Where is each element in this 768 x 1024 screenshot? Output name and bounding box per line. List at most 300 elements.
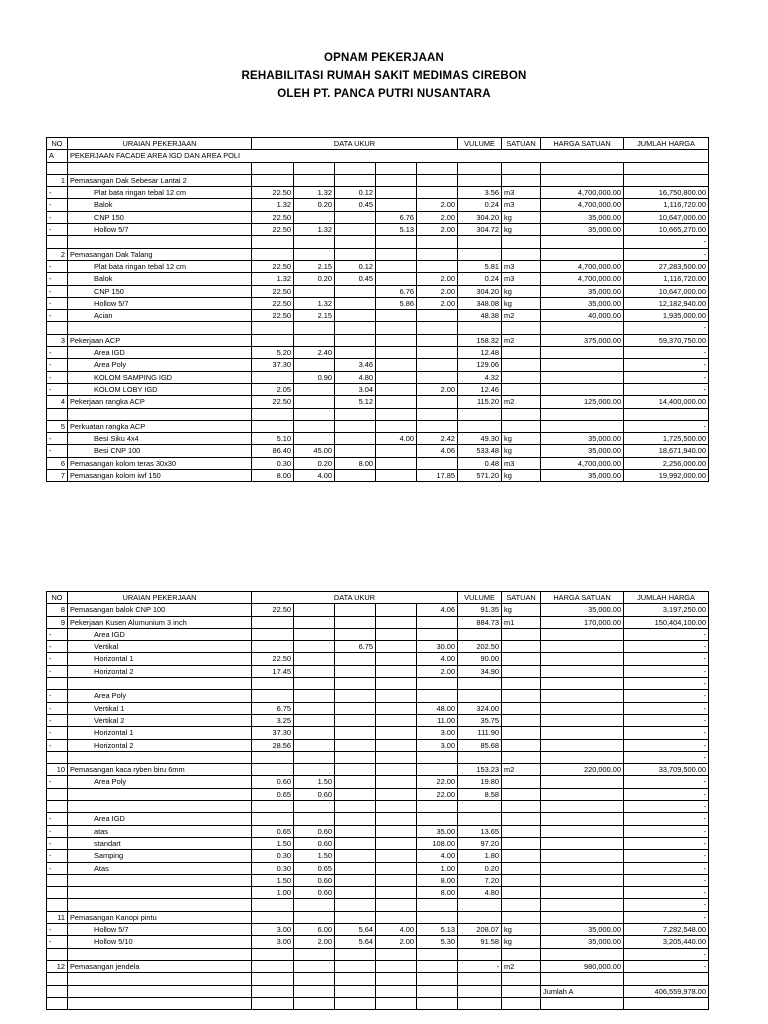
cell-ukur-4 [376, 604, 417, 616]
cell-ukur-2 [294, 420, 335, 432]
cell-ukur-2: 2.15 [294, 310, 335, 322]
cell-ukur-4 [376, 248, 417, 260]
cell-jumlah-harga: - [624, 383, 709, 395]
cell-no: - [47, 383, 68, 395]
cell-ukur-2 [294, 960, 335, 972]
cell-volume: 97.20 [458, 837, 502, 849]
cell-jumlah-harga: 10,647,000.00 [624, 285, 709, 297]
header-uraian: URAIAN PEKERJAAN [68, 592, 252, 604]
cell-jumlah-harga: - [624, 690, 709, 702]
cell-jumlah-harga: 2,256,000.00 [624, 457, 709, 469]
cell-ukur-2: 2.40 [294, 347, 335, 359]
header-no: NO [47, 138, 68, 150]
cell-volume: 0.24 [458, 199, 502, 211]
cell-no: - [47, 224, 68, 236]
cell-ukur-5 [417, 751, 458, 763]
cell-satuan: kg [502, 470, 541, 482]
cell-harga-satuan: 35,000.00 [541, 445, 624, 457]
cell-volume: 571.20 [458, 470, 502, 482]
cell-satuan [502, 641, 541, 653]
cell-volume [458, 322, 502, 334]
cell-ukur-3 [335, 776, 376, 788]
cell-uraian [68, 751, 252, 763]
cell-satuan [502, 801, 541, 813]
cell-ukur-4 [376, 408, 417, 420]
cell-volume: 1.80 [458, 850, 502, 862]
cell-no: - [47, 837, 68, 849]
cell-uraian [68, 899, 252, 911]
cell-jumlah-harga: - [624, 641, 709, 653]
cell-no: - [47, 665, 68, 677]
cell-volume: 129.06 [458, 359, 502, 371]
cell-harga-satuan: 35,000.00 [541, 924, 624, 936]
cell-ukur-5 [417, 764, 458, 776]
table-row [47, 150, 709, 162]
cell-ukur-2 [294, 285, 335, 297]
cell-uraian: Hollow 5/10 [68, 936, 252, 948]
cell-ukur-5 [417, 616, 458, 628]
cell-ukur-1 [252, 813, 294, 825]
cell-ukur-3 [335, 837, 376, 849]
cell-jumlah-harga: 10,647,000.00 [624, 211, 709, 223]
cell-harga-satuan [541, 899, 624, 911]
table-row [47, 653, 709, 665]
cell-satuan: m3 [502, 273, 541, 285]
cell-ukur-2 [294, 248, 335, 260]
cell-ukur-5: 35.00 [417, 825, 458, 837]
cell-jumlah-harga: 12,182,940.00 [624, 297, 709, 309]
cell-ukur-5 [417, 628, 458, 640]
cell-ukur-4 [376, 850, 417, 862]
cell-ukur-3 [335, 628, 376, 640]
cell-jumlah-harga: 1,725,500.00 [624, 433, 709, 445]
cell-no [47, 887, 68, 899]
cell-jumlah-harga [624, 997, 709, 1009]
cell-no: 8 [47, 604, 68, 616]
cell-satuan: m3 [502, 199, 541, 211]
cell-uraian [68, 236, 252, 248]
cell-ukur-5 [417, 457, 458, 469]
cell-ukur-1: 1.00 [252, 887, 294, 899]
cell-ukur-5: 2.00 [417, 224, 458, 236]
cell-ukur-3: 0.12 [335, 187, 376, 199]
cell-ukur-1 [252, 948, 294, 960]
cell-jumlah-harga: - [624, 420, 709, 432]
cell-ukur-2 [294, 396, 335, 408]
table-row [47, 801, 709, 813]
cell-volume: 884.73 [458, 616, 502, 628]
cell-ukur-2 [294, 383, 335, 395]
cell-jumlah-harga: - [624, 887, 709, 899]
cell-ukur-5 [417, 985, 458, 997]
cell-ukur-1: 0.30 [252, 850, 294, 862]
cell-ukur-2 [294, 334, 335, 346]
cell-no [47, 322, 68, 334]
cell-uraian [68, 985, 252, 997]
cell-ukur-4 [376, 396, 417, 408]
cell-jumlah-harga: 27,283,500.00 [624, 260, 709, 272]
cell-volume: 0.24 [458, 273, 502, 285]
cell-satuan: kg [502, 604, 541, 616]
cell-ukur-4 [376, 383, 417, 395]
cell-ukur-2: 0.60 [294, 837, 335, 849]
table-row [47, 764, 709, 776]
cell-jumlah-harga: - [624, 714, 709, 726]
cell-uraian: Besi Siku 4x4 [68, 433, 252, 445]
cell-ukur-4: 5.86 [376, 297, 417, 309]
cell-satuan [502, 911, 541, 923]
cell-ukur-1: 28.56 [252, 739, 294, 751]
cell-volume [458, 678, 502, 690]
cell-no: - [47, 260, 68, 272]
cell-satuan [502, 739, 541, 751]
cell-ukur-5 [417, 236, 458, 248]
cell-uraian: Area Poly [68, 776, 252, 788]
cell-volume [458, 899, 502, 911]
cell-ukur-5 [417, 359, 458, 371]
cell-ukur-2 [294, 641, 335, 653]
cell-satuan [502, 751, 541, 763]
cell-harga-satuan: 35,000.00 [541, 285, 624, 297]
cell-ukur-2: 1.32 [294, 224, 335, 236]
cell-ukur-2 [294, 322, 335, 334]
cell-satuan [502, 874, 541, 886]
cell-no: 9 [47, 616, 68, 628]
cell-ukur-3 [335, 174, 376, 186]
cell-ukur-4 [376, 714, 417, 726]
cell-ukur-4 [376, 310, 417, 322]
table-row [47, 850, 709, 862]
table-row [47, 359, 709, 371]
cell-satuan [502, 948, 541, 960]
cell-ukur-3 [335, 604, 376, 616]
cell-uraian: KOLOM SAMPING IGD [68, 371, 252, 383]
cell-volume [458, 408, 502, 420]
cell-ukur-2 [294, 678, 335, 690]
cell-ukur-5: 22.00 [417, 776, 458, 788]
table-row [47, 665, 709, 677]
cell-jumlah-harga: - [624, 911, 709, 923]
cell-uraian: Hollow 5/7 [68, 297, 252, 309]
cell-harga-satuan: 35,000.00 [541, 470, 624, 482]
cell-uraian [68, 887, 252, 899]
cell-satuan: kg [502, 224, 541, 236]
cell-volume [458, 948, 502, 960]
cell-ukur-1 [252, 641, 294, 653]
cell-harga-satuan [541, 665, 624, 677]
cell-volume: 85.68 [458, 739, 502, 751]
cell-ukur-2 [294, 433, 335, 445]
cell-no: - [47, 727, 68, 739]
cell-ukur-1: 1.32 [252, 199, 294, 211]
cell-uraian: Pekerjaan rangka ACP [68, 396, 252, 408]
cell-ukur-2 [294, 162, 335, 174]
cell-uraian [68, 973, 252, 985]
table-row [47, 960, 709, 972]
cell-no: - [47, 211, 68, 223]
cell-volume: 0.48 [458, 457, 502, 469]
cell-ukur-5: 48.00 [417, 702, 458, 714]
cell-no: 1 [47, 174, 68, 186]
cell-uraian: Area IGD [68, 347, 252, 359]
cell-ukur-5 [417, 260, 458, 272]
cell-ukur-4 [376, 359, 417, 371]
cell-ukur-2 [294, 408, 335, 420]
cell-ukur-4 [376, 174, 417, 186]
cell-satuan [502, 628, 541, 640]
cell-ukur-1 [252, 371, 294, 383]
cell-ukur-3 [335, 948, 376, 960]
table-row [47, 862, 709, 874]
cell-ukur-4 [376, 457, 417, 469]
cell-volume: 533.48 [458, 445, 502, 457]
header-satuan: SATUAN [502, 138, 541, 150]
cell-ukur-4 [376, 813, 417, 825]
cell-harga-satuan: 4,700,000.00 [541, 199, 624, 211]
cell-volume [458, 997, 502, 1009]
cell-ukur-5 [417, 813, 458, 825]
cell-ukur-3 [335, 322, 376, 334]
cell-ukur-3 [335, 616, 376, 628]
cell-volume: 49.30 [458, 433, 502, 445]
cell-ukur-4 [376, 801, 417, 813]
cell-no [47, 948, 68, 960]
cell-ukur-4 [376, 899, 417, 911]
cell-harga-satuan [541, 850, 624, 862]
cell-ukur-3: 5.64 [335, 936, 376, 948]
cell-ukur-3: 0.45 [335, 199, 376, 211]
cell-no: 11 [47, 911, 68, 923]
cell-ukur-1 [252, 997, 294, 1009]
cell-ukur-4 [376, 628, 417, 640]
cell-jumlah-harga: 3,197,250.00 [624, 604, 709, 616]
cell-jumlah-harga: 7,282,548.00 [624, 924, 709, 936]
cell-ukur-3 [335, 911, 376, 923]
cell-satuan: m3 [502, 457, 541, 469]
cell-harga-satuan [541, 690, 624, 702]
cell-jumlah-harga: 14,400,000.00 [624, 396, 709, 408]
table-row [47, 727, 709, 739]
cell-ukur-5: 8.00 [417, 874, 458, 886]
cell-uraian [68, 997, 252, 1009]
cell-ukur-1: 22.50 [252, 187, 294, 199]
cell-ukur-4: 2.00 [376, 936, 417, 948]
cell-harga-satuan: 375,000.00 [541, 334, 624, 346]
cell-ukur-1: 3.00 [252, 936, 294, 948]
cell-ukur-5 [417, 162, 458, 174]
table-row [47, 322, 709, 334]
cell-volume: 13.65 [458, 825, 502, 837]
cell-volume: 208.07 [458, 924, 502, 936]
cell-satuan: m2 [502, 310, 541, 322]
cell-ukur-3 [335, 985, 376, 997]
table-row [47, 273, 709, 285]
cell-uraian: Vertikal 2 [68, 714, 252, 726]
cell-harga-satuan: 40,000.00 [541, 310, 624, 322]
cell-ukur-3 [335, 236, 376, 248]
cell-ukur-4 [376, 199, 417, 211]
cell-ukur-1: 22.50 [252, 224, 294, 236]
cell-ukur-5 [417, 997, 458, 1009]
cell-ukur-2 [294, 359, 335, 371]
cell-volume [458, 973, 502, 985]
cell-volume [458, 162, 502, 174]
cell-jumlah-harga: 1,116,720.00 [624, 199, 709, 211]
cell-harga-satuan: 4,700,000.00 [541, 260, 624, 272]
cell-ukur-5: 8.00 [417, 887, 458, 899]
cell-harga-satuan [541, 751, 624, 763]
cell-uraian: Pemasangan balok CNP 100 [68, 604, 252, 616]
table-row [47, 248, 709, 260]
cell-ukur-4 [376, 690, 417, 702]
header-volume: VULUME [458, 592, 502, 604]
cell-ukur-3: 8.00 [335, 457, 376, 469]
cell-ukur-4 [376, 751, 417, 763]
cell-ukur-2: 0.20 [294, 199, 335, 211]
doc-subtitle-contractor: OLEH PT. PANCA PUTRI NUSANTARA [277, 88, 491, 100]
cell-ukur-3 [335, 751, 376, 763]
cell-ukur-4 [376, 273, 417, 285]
cell-no: 7 [47, 470, 68, 482]
cell-ukur-5: 4.00 [417, 850, 458, 862]
cell-ukur-3 [335, 973, 376, 985]
cell-satuan [502, 690, 541, 702]
cell-ukur-3 [335, 899, 376, 911]
table-row [47, 162, 709, 174]
cell-ukur-4 [376, 322, 417, 334]
cell-satuan: kg [502, 936, 541, 948]
cell-satuan [502, 862, 541, 874]
cell-no [47, 236, 68, 248]
cell-uraian: Pemasangan Dak Talang [68, 248, 252, 260]
cell-ukur-5: 2.00 [417, 665, 458, 677]
cell-ukur-5 [417, 973, 458, 985]
cell-uraian: Pekerjaan ACP [68, 334, 252, 346]
cell-ukur-1: 17.45 [252, 665, 294, 677]
cell-volume: 304.72 [458, 224, 502, 236]
cell-uraian: Perkuatan rangka ACP [68, 420, 252, 432]
cell-ukur-1 [252, 751, 294, 763]
cell-uraian: Vertikal 1 [68, 702, 252, 714]
cell-ukur-3 [335, 960, 376, 972]
table-row [47, 260, 709, 272]
table-row [47, 396, 709, 408]
cell-satuan [502, 248, 541, 260]
cell-uraian: atas [68, 825, 252, 837]
cell-harga-satuan [541, 322, 624, 334]
cell-uraian: Atas [68, 862, 252, 874]
cell-ukur-1: 5.10 [252, 433, 294, 445]
cell-ukur-1: 22.50 [252, 260, 294, 272]
cell-ukur-2 [294, 911, 335, 923]
cell-ukur-5 [417, 960, 458, 972]
cell-ukur-3: 5.64 [335, 924, 376, 936]
cell-uraian: Pemasangan kolom teras 30x30 [68, 457, 252, 469]
cell-ukur-2 [294, 702, 335, 714]
header-data-ukur: DATA UKUR [252, 138, 458, 150]
cell-ukur-1: 37.30 [252, 727, 294, 739]
cell-uraian: Besi CNP 100 [68, 445, 252, 457]
cell-ukur-4 [376, 739, 417, 751]
cell-uraian: Acian [68, 310, 252, 322]
cell-uraian: PEKERJAAN FACADE AREA IGD DAN AREA POLI [68, 150, 709, 162]
cell-no [47, 997, 68, 1009]
cell-ukur-1: 0.65 [252, 825, 294, 837]
cell-ukur-3 [335, 248, 376, 260]
cell-jumlah-harga: - [624, 359, 709, 371]
cell-ukur-1 [252, 764, 294, 776]
cell-volume: 12.48 [458, 347, 502, 359]
cell-ukur-4 [376, 973, 417, 985]
cell-uraian: CNP 150 [68, 285, 252, 297]
table-row [47, 714, 709, 726]
cell-volume [458, 985, 502, 997]
cell-uraian: Area IGD [68, 628, 252, 640]
cell-ukur-4 [376, 997, 417, 1009]
table-row [47, 224, 709, 236]
cell-ukur-2 [294, 665, 335, 677]
cell-satuan [502, 665, 541, 677]
cell-harga-satuan [541, 776, 624, 788]
table-row [47, 899, 709, 911]
cell-harga-satuan: 4,700,000.00 [541, 457, 624, 469]
cell-ukur-1: 22.50 [252, 653, 294, 665]
cell-harga-satuan [541, 236, 624, 248]
cell-volume: 115.20 [458, 396, 502, 408]
cell-harga-satuan: 980,000.00 [541, 960, 624, 972]
cell-satuan [502, 997, 541, 1009]
cell-volume: 348.08 [458, 297, 502, 309]
cell-ukur-4 [376, 862, 417, 874]
cell-ukur-5 [417, 396, 458, 408]
cell-satuan [502, 813, 541, 825]
table-row [47, 825, 709, 837]
table-row [47, 936, 709, 948]
table-row [47, 310, 709, 322]
table-row [47, 887, 709, 899]
cell-satuan [502, 788, 541, 800]
cell-volume: - [458, 960, 502, 972]
cell-no: 3 [47, 334, 68, 346]
cell-ukur-1 [252, 162, 294, 174]
cell-jumlah-harga: - [624, 628, 709, 640]
cell-volume: 0.20 [458, 862, 502, 874]
cell-jumlah-harga: 18,671,940.00 [624, 445, 709, 457]
cell-volume: 153.23 [458, 764, 502, 776]
cell-harga-satuan [541, 887, 624, 899]
cell-ukur-2: 1.32 [294, 187, 335, 199]
cell-ukur-2: 2.15 [294, 260, 335, 272]
cell-ukur-1: 22.50 [252, 310, 294, 322]
opname-table-2 [46, 591, 709, 1010]
cell-harga-satuan [541, 371, 624, 383]
cell-ukur-4 [376, 470, 417, 482]
cell-jumlah-harga: - [624, 727, 709, 739]
cell-volume: 324.00 [458, 702, 502, 714]
cell-ukur-4 [376, 948, 417, 960]
cell-ukur-3 [335, 813, 376, 825]
cell-ukur-1: 5.20 [252, 347, 294, 359]
cell-uraian: Pemasangan kolom iwf 150 [68, 470, 252, 482]
cell-no [47, 408, 68, 420]
table-row [47, 457, 709, 469]
cell-ukur-2: 0.65 [294, 862, 335, 874]
cell-jumlah-harga [624, 174, 709, 186]
cell-no [47, 788, 68, 800]
cell-ukur-4 [376, 911, 417, 923]
cell-ukur-3 [335, 211, 376, 223]
cell-ukur-5: 2.00 [417, 211, 458, 223]
